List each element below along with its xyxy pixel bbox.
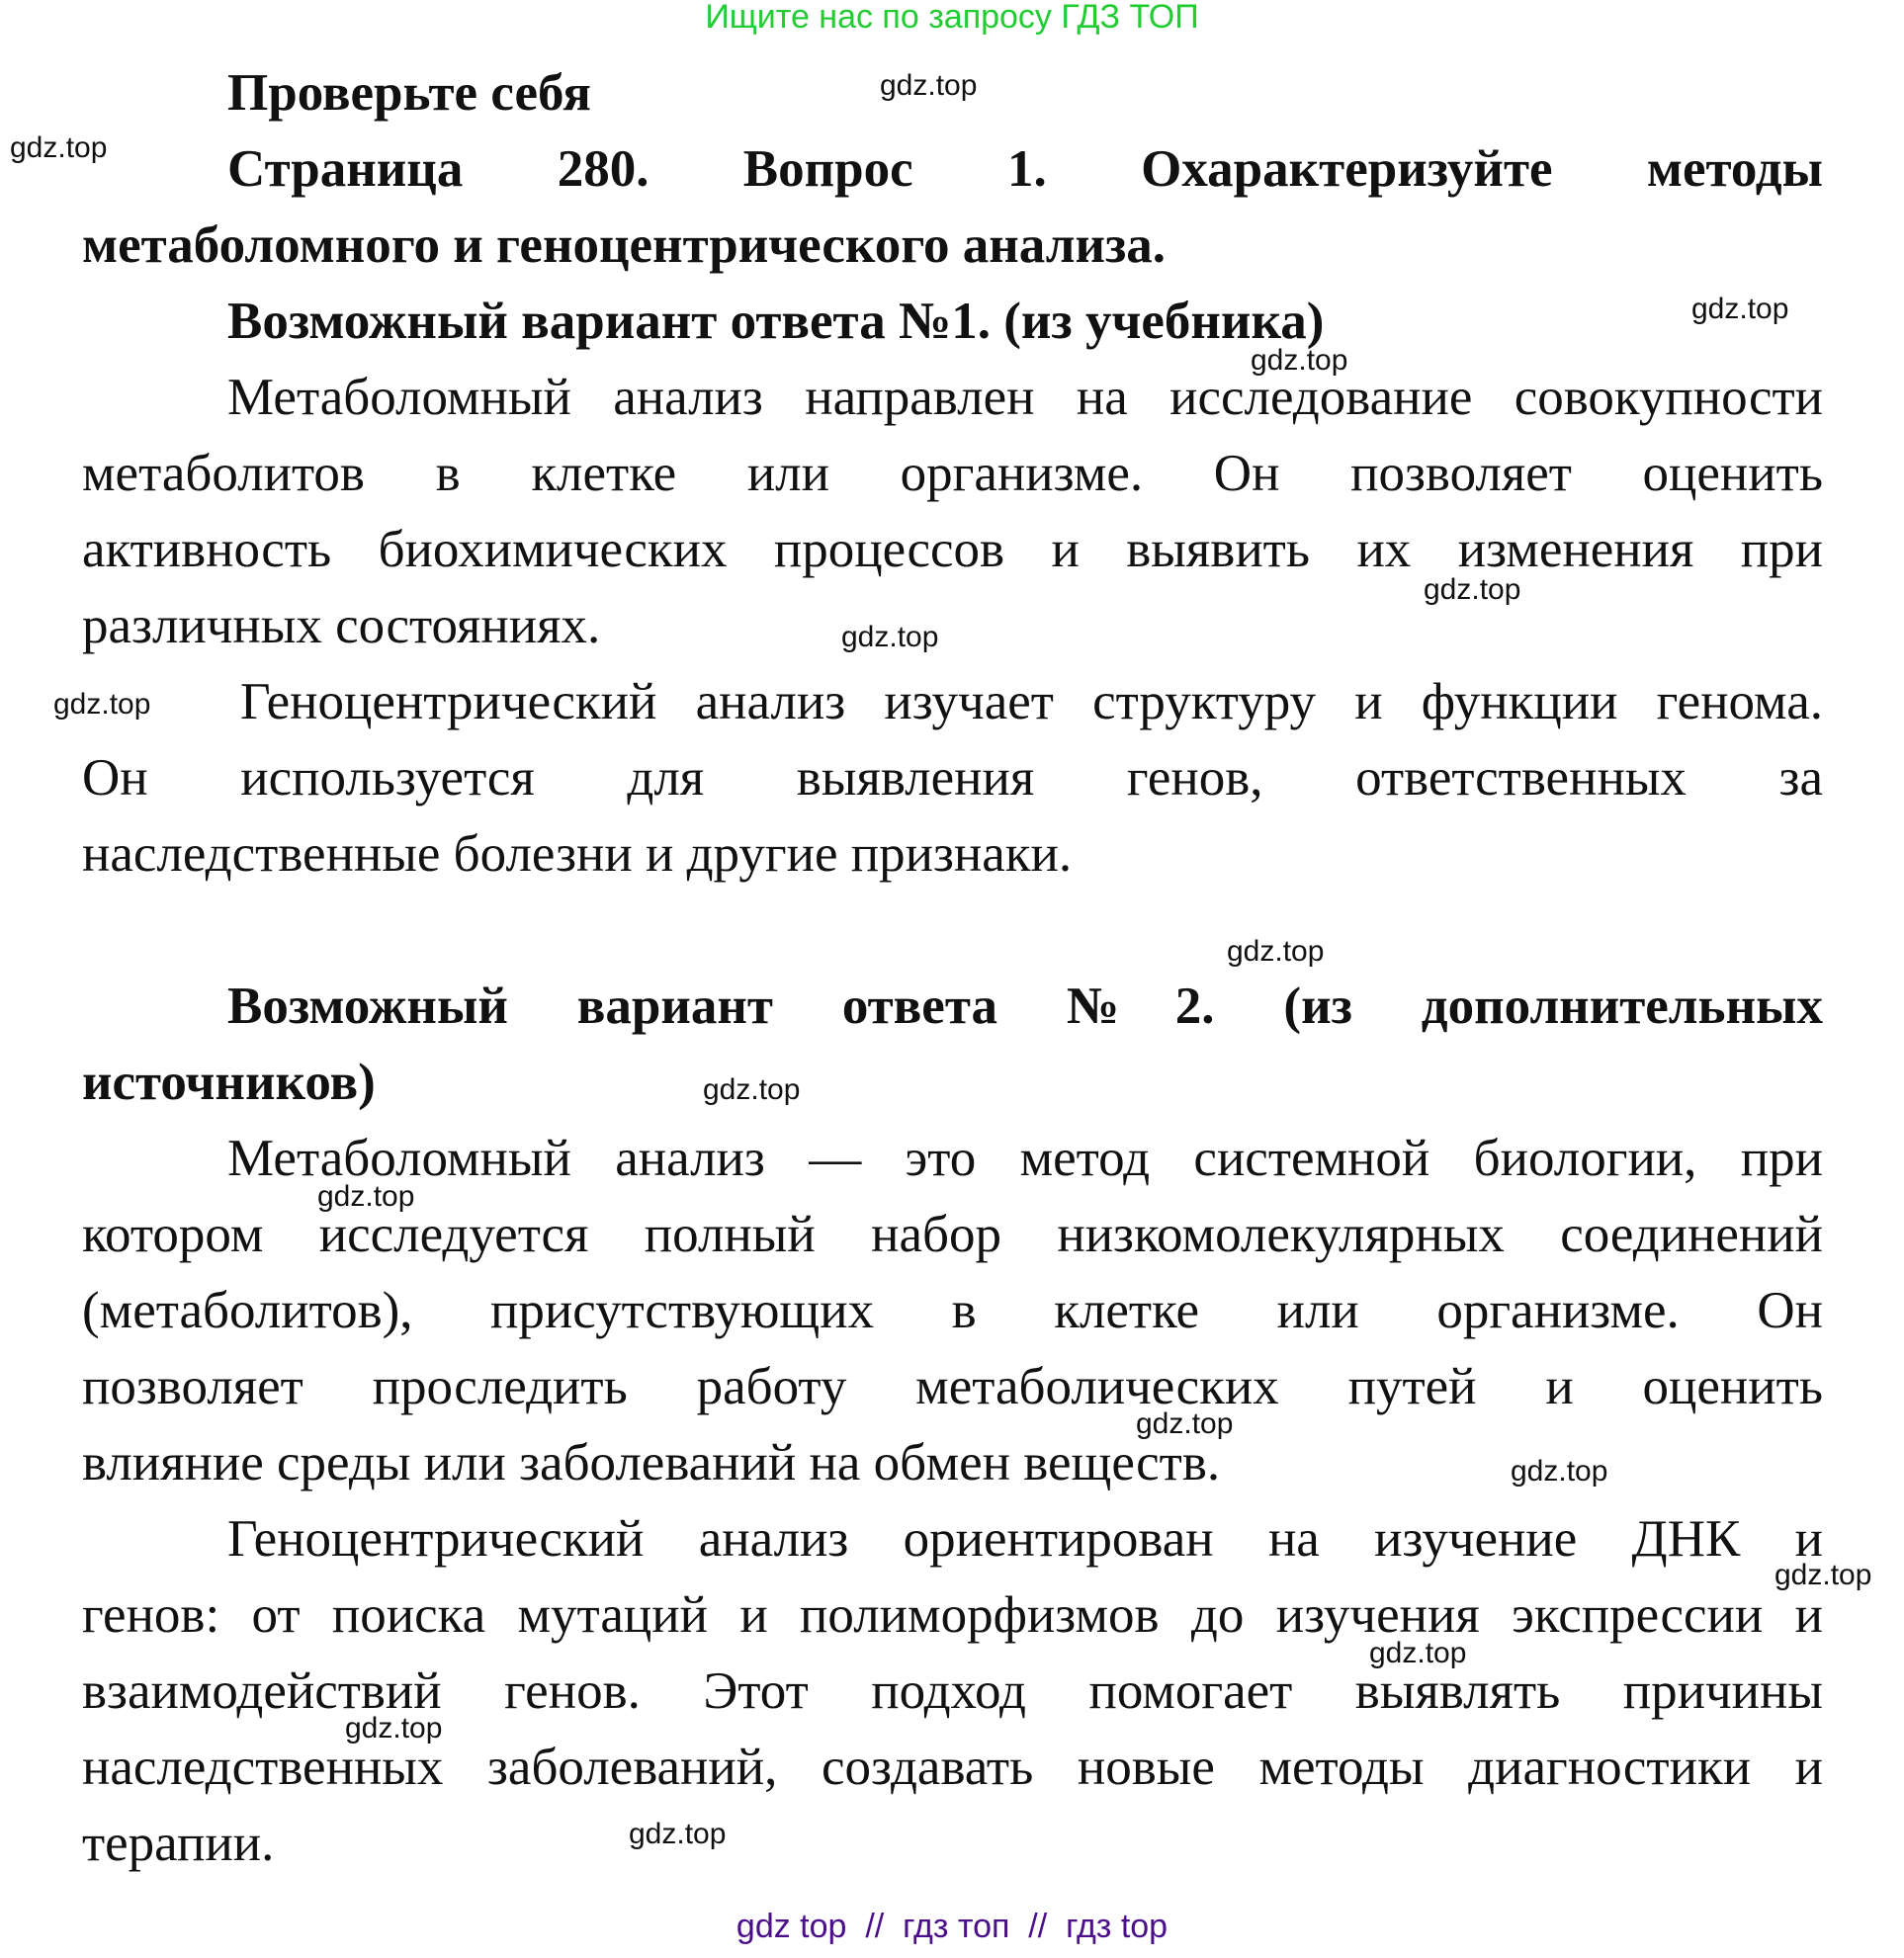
paragraph-line: котором исследуется полный набор низкомолекулярных соединений: [82, 1206, 1823, 1263]
watermark: gdz.top: [841, 621, 939, 653]
paragraph-line: Геноцентрический анализ изучает структуру и функции генома.: [240, 673, 1823, 730]
watermark: gdz.top: [1369, 1637, 1467, 1669]
watermark: gdz.top: [1424, 573, 1521, 606]
watermark: gdz.top: [703, 1073, 801, 1106]
paragraph-line: (метаболитов), присутствующих в клетке или организме. Он: [82, 1282, 1823, 1339]
watermark: gdz.top: [1227, 935, 1325, 968]
heading: Проверьте себя: [227, 64, 591, 122]
question-line: Страница 280. Вопрос 1. Охарактеризуйте методы: [227, 140, 1823, 198]
paragraph-line: наследственные болезни и другие признаки.: [82, 825, 1073, 883]
search-banner[interactable]: Ищите нас по запросу ГДЗ ТОП: [705, 0, 1199, 36]
paragraph-line: наследственных заболеваний, создавать новые методы диагностики и: [82, 1739, 1823, 1796]
paragraph-line: Метаболомный анализ — это метод системной биологии, при: [227, 1130, 1823, 1187]
paragraph-line: генов: от поиска мутаций и полиморфизмов до изучения экспрессии и: [82, 1586, 1823, 1644]
watermark: gdz.top: [1774, 1559, 1872, 1591]
answer2-title: источников): [82, 1054, 376, 1111]
paragraph-line: активность биохимических процессов и выявить их изменения при: [82, 521, 1823, 578]
watermark: gdz.top: [345, 1712, 443, 1745]
question-line: метаболомного и геноцентрического анализа.: [82, 216, 1167, 274]
spacer: [82, 893, 1823, 969]
paragraph-line: различных состояниях.: [82, 597, 601, 654]
paragraph-line: метаболитов в клетке или организме. Он позволяет оценить: [82, 445, 1823, 502]
paragraph-line: терапии.: [82, 1815, 275, 1872]
watermark: gdz.top: [1511, 1455, 1608, 1488]
watermark: gdz.top: [1136, 1407, 1234, 1440]
watermark: gdz.top: [10, 131, 108, 164]
paragraph-line: Он используется для выявления генов, ответственных за: [82, 749, 1823, 807]
watermark: gdz.top: [1691, 293, 1789, 325]
paragraph-line: Метаболомный анализ направлен на исследование совокупности: [227, 369, 1823, 426]
paragraph-line: взаимодействий генов. Этот подход помогает выявлять причины: [82, 1662, 1823, 1720]
document-body: [82, 55, 1823, 1882]
footer-links[interactable]: gdz top // гдз топ // гдз top: [736, 1908, 1168, 1945]
watermark: gdz.top: [629, 1818, 727, 1850]
paragraph-line: Геноцентрический анализ ориентирован на изучение ДНК и: [227, 1510, 1823, 1568]
watermark: gdz.top: [1251, 344, 1348, 377]
paragraph-line: позволяет проследить работу метаболических путей и оценить: [82, 1358, 1823, 1415]
watermark: gdz.top: [317, 1180, 415, 1213]
watermark: gdz.top: [53, 688, 151, 721]
watermark: gdz.top: [880, 69, 978, 102]
answer1-title: Возможный вариант ответа №1. (из учебника): [227, 293, 1325, 350]
answer2-title: Возможный вариант ответа №2. (из дополнительных: [227, 978, 1823, 1035]
paragraph-line: влияние среды или заболеваний на обмен веществ.: [82, 1434, 1221, 1491]
